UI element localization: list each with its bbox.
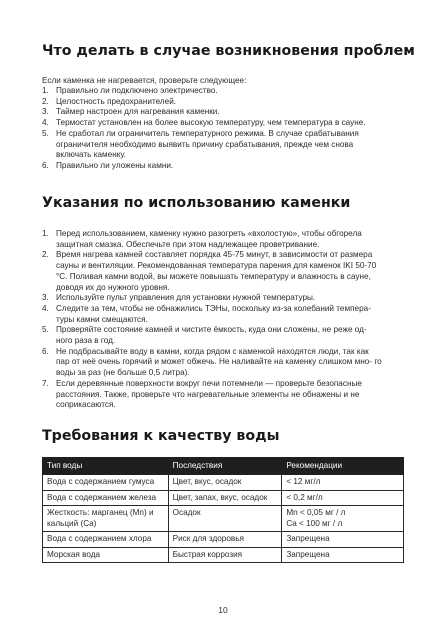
list-item	[42, 107, 382, 118]
list-item-number: 3.	[42, 107, 49, 117]
list-item	[42, 86, 382, 97]
list-item	[42, 379, 382, 411]
list-item-text: Не сработал ли ограничитель температурного режима. В случае срабатывания ограничителя необходимо выявить причину срабатывания, прежде чем снова включать каменку.	[56, 128, 359, 160]
list-item-text: Если деревянные поверхности вокруг печи потемнели — проверьте безопасные расстояния. Также, проверьте что нагревательные элементы не обнажены и не соприкасаются.	[56, 378, 362, 410]
list-item	[42, 250, 382, 293]
table-cell: Цвет, запах, вкус, осадок	[168, 490, 282, 506]
table-cell: Запрещена	[282, 547, 404, 563]
list-item-number: 6.	[42, 160, 49, 170]
list-item-number: 4.	[42, 118, 49, 128]
list-item-number: 6.	[42, 346, 49, 356]
list-item	[42, 118, 382, 129]
list-item-text: Следите за тем, чтобы не обнажились ТЭНы, поскольку из-за колебаний темпера- туры камни смещаются.	[56, 303, 371, 324]
list-item	[42, 304, 382, 325]
list-item-number: 5.	[42, 325, 49, 335]
list-item	[42, 97, 382, 108]
table-cell: Жесткость: марганец (Mn) и кальций (Ca)	[43, 506, 169, 532]
water-quality-table	[42, 457, 404, 563]
list-item-number: 7.	[42, 378, 49, 388]
list-item-number: 1.	[42, 86, 49, 95]
list-item-text: Время нагрева камней составляет порядка 45-75 минут, в зависимости от размера сауны и вентиляции. Рекомендованная температура парения для каменок IKI 50-70 °С. Поливая камни водой, вы можете повышать температуру и влажность в сауне, доводя их до нужного уровня.	[56, 250, 377, 292]
list-item	[42, 229, 382, 250]
list-item-text: Целостность предохранителей.	[56, 96, 177, 106]
table-cell: Быстрая коррозия	[168, 547, 282, 563]
list-item-text: Не подбрасывайте воду в камни, когда рядом с каменкой находятся люди, так как пар от неё очень горячий и может обжечь. Не наливайте на каменку слишком мно- го воды за раз (не больше 0,5 литра).	[56, 346, 382, 378]
table-cell: Риск для здоровья	[168, 532, 282, 548]
table-row	[43, 475, 404, 491]
table-row	[43, 547, 404, 563]
table-header-cell: Последствия	[168, 458, 282, 475]
list-item-text: Правильно ли уложены камни.	[56, 160, 174, 170]
list-item	[42, 325, 382, 346]
table-cell: Вода с содержанием хлора	[43, 532, 169, 548]
table-cell: Вода с содержанием гумуса	[43, 475, 169, 491]
list-item-text: Проверяйте состояние камней и чистите ёмкость, куда они сложены, не реже од- ного раза в год.	[56, 325, 367, 346]
usage-list	[42, 229, 382, 411]
list-item-number: 2.	[42, 250, 49, 260]
problems-intro: Если каменка не нагревается, проверьте следующее:	[42, 76, 247, 85]
problems-list	[42, 86, 382, 172]
table-header-cell: Рекомендации	[282, 458, 404, 475]
list-item-number: 3.	[42, 293, 49, 303]
table-cell: Цвет, вкус, осадок	[168, 475, 282, 491]
list-item-text: Правильно ли подключено электричество.	[56, 86, 218, 95]
list-item	[42, 347, 382, 379]
table-body	[43, 475, 404, 563]
table-row	[43, 506, 404, 532]
table-cell: Морская вода	[43, 547, 169, 563]
list-item-number: 1.	[42, 229, 49, 238]
list-item-text: Используйте пульт управления для установки нужной температуры.	[56, 293, 316, 303]
section-title-usage: Указания по использованию каменки	[42, 195, 351, 211]
table-header-row	[43, 458, 404, 475]
table-row	[43, 532, 404, 548]
list-item-text: Перед использованием, каменку нужно разогреть «вхолостую», чтобы обгорела защитная смазка. Обеспечьте при этом надлежащее проветривание.	[56, 229, 362, 249]
list-item-number: 5.	[42, 128, 49, 138]
table-cell: Вода с содержанием железа	[43, 490, 169, 506]
list-item-number: 2.	[42, 96, 49, 106]
table-cell: < 0,2 мг/л	[282, 490, 404, 506]
list-item	[42, 293, 382, 304]
section-title-problems: Что делать в случае возникновения проблем	[42, 43, 415, 59]
table-cell: Mn < 0,05 мг / л Ca < 100 мг / л	[282, 506, 404, 532]
table-cell: < 12 мг/л	[282, 475, 404, 491]
table-row	[43, 490, 404, 506]
table-cell: Осадок	[168, 506, 282, 532]
list-item	[42, 129, 382, 161]
list-item-text: Таймер настроен для нагревания каменки.	[56, 107, 220, 117]
table-cell: Запрещена	[282, 532, 404, 548]
list-item-text: Термостат установлен на более высокую температуру, чем температура в сауне.	[56, 118, 366, 128]
page-number: 10	[218, 605, 228, 615]
table-header-cell: Тип воды	[43, 458, 169, 475]
list-item	[42, 161, 382, 172]
section-title-water: Требования к качеству воды	[42, 428, 280, 444]
list-item-number: 4.	[42, 303, 49, 313]
